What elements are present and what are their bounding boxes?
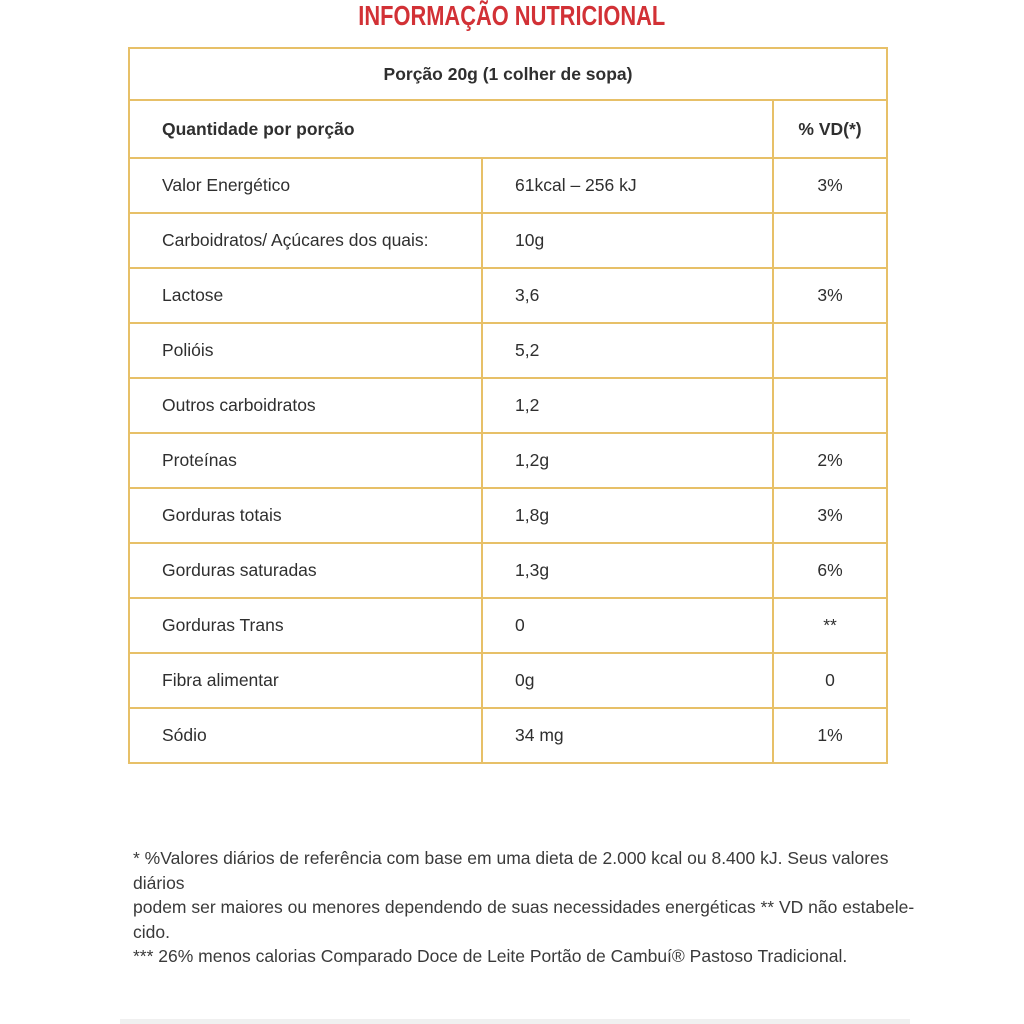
footnote-line: podem ser maiores ou menores dependendo de suas necessidades energéticas ** VD não estabele- — [133, 897, 915, 917]
table-row — [129, 488, 887, 543]
nutrient-name: Gorduras totais — [129, 488, 482, 543]
nutrient-name: Sódio — [129, 708, 482, 763]
footnote-line: *** 26% menos calorias Comparado Doce de Leite Portão de Cambuí® Pastoso Tradicional. — [133, 946, 848, 966]
table-row — [129, 543, 887, 598]
nutrient-vd: ** — [773, 598, 887, 653]
table-row — [129, 268, 887, 323]
table-row — [129, 433, 887, 488]
nutrient-value: 1,2 — [482, 378, 773, 433]
portion-row — [129, 48, 887, 100]
nutrient-name: Lactose — [129, 268, 482, 323]
table-row — [129, 708, 887, 763]
table-row — [129, 323, 887, 378]
table-row — [129, 158, 887, 213]
nutrient-name: Polióis — [129, 323, 482, 378]
nutrient-name: Valor Energético — [129, 158, 482, 213]
nutrient-vd: 2% — [773, 433, 887, 488]
nutrient-name: Carboidratos/ Açúcares dos quais: — [129, 213, 482, 268]
nutrient-value: 5,2 — [482, 323, 773, 378]
bottom-edge-strip — [120, 1019, 910, 1024]
footnote-line: diários — [133, 872, 185, 893]
nutrient-value: 3,6 — [482, 268, 773, 323]
column-header-row — [129, 100, 887, 158]
nutrient-vd: 0 — [773, 653, 887, 708]
table-row — [129, 213, 887, 268]
portion-header: Porção 20g (1 colher de sopa) — [129, 48, 887, 100]
nutrient-rows — [129, 48, 887, 763]
table-row — [129, 598, 887, 653]
nutrient-value: 61kcal – 256 kJ — [482, 158, 773, 213]
page-title-wrap — [0, 0, 1024, 32]
nutrient-name: Proteínas — [129, 433, 482, 488]
nutrient-value: 34 mg — [482, 708, 773, 763]
nutrient-value: 10g — [482, 213, 773, 268]
nutrient-value: 1,3g — [482, 543, 773, 598]
nutrition-table — [128, 47, 888, 764]
table-row — [129, 653, 887, 708]
nutrient-vd — [773, 323, 887, 378]
page-title: INFORMAÇÃO NUTRICIONAL — [358, 0, 666, 31]
nutrient-vd: 6% — [773, 543, 887, 598]
nutrient-value: 1,8g — [482, 488, 773, 543]
footnote-line: cido. — [133, 921, 170, 942]
table-row — [129, 378, 887, 433]
nutrient-vd — [773, 213, 887, 268]
nutrient-value: 0 — [482, 598, 773, 653]
nutrient-vd — [773, 378, 887, 433]
nutrient-vd: 3% — [773, 158, 887, 213]
nutrient-name: Fibra alimentar — [129, 653, 482, 708]
nutrient-value: 1,2g — [482, 433, 773, 488]
nutrient-name: Outros carboidratos — [129, 378, 482, 433]
nutrient-vd: 1% — [773, 708, 887, 763]
quantity-column-header: Quantidade por porção — [129, 100, 773, 158]
nutrient-name: Gorduras Trans — [129, 598, 482, 653]
nutrient-vd: 3% — [773, 268, 887, 323]
footnotes — [133, 846, 923, 969]
vd-column-header: % VD(*) — [773, 100, 887, 158]
nutrient-vd: 3% — [773, 488, 887, 543]
nutrient-name: Gorduras saturadas — [129, 543, 482, 598]
footnote-line: * %Valores diários de referência com base em uma dieta de 2.000 kcal ou 8.400 kJ. Seus valores — [133, 848, 889, 868]
nutrient-value: 0g — [482, 653, 773, 708]
